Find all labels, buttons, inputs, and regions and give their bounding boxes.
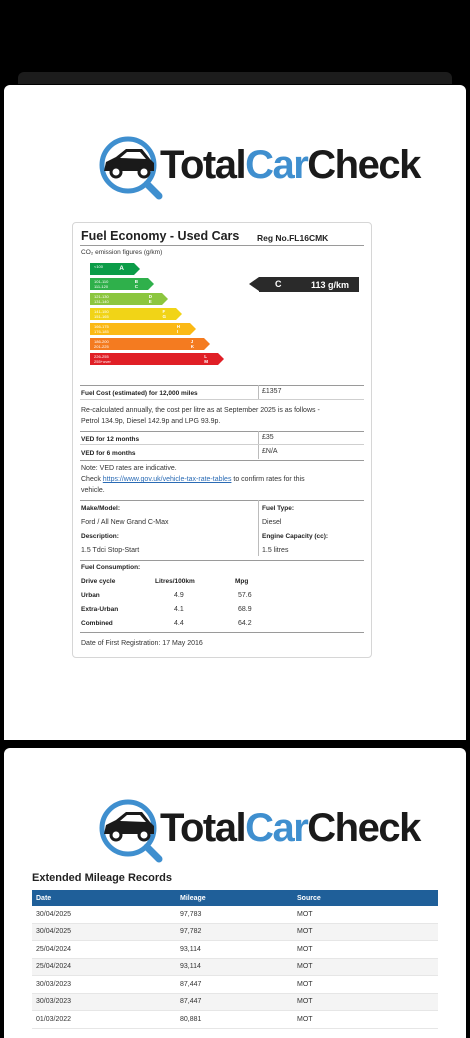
recalc-text-2: Petrol 134.9p, Diesel 142.9p and LPG 93.9p. — [81, 418, 221, 425]
band-letter: F G — [162, 309, 166, 319]
table-row — [32, 906, 438, 923]
cons-cycle: Combined — [81, 620, 113, 627]
band-letter: A — [119, 265, 124, 272]
band-range: 141-150 151-165 — [94, 309, 109, 319]
co2-band — [90, 323, 190, 335]
band-range: 166-175 176-185 — [94, 324, 109, 334]
cons-header-mpg: Mpg — [235, 578, 249, 585]
cell-source: MOT — [293, 993, 438, 1011]
fuel-type-value: Diesel — [262, 519, 282, 526]
cell-date: 01/03/2022 — [32, 1011, 176, 1029]
column-divider — [258, 431, 259, 459]
co2-band — [90, 338, 204, 350]
co2-band — [90, 353, 218, 365]
engine-label: Engine Capacity (cc): — [262, 533, 329, 540]
fuel-type-label: Fuel Type: — [262, 505, 295, 512]
cons-mpg: 64.2 — [238, 620, 252, 627]
rating-value: 113 g/km — [310, 279, 349, 290]
mileage-section-title: Extended Mileage Records — [32, 872, 172, 884]
gov-tax-link[interactable]: https://www.gov.uk/vehicle-tax-rate-tables — [102, 476, 232, 483]
cell-source: MOT — [293, 1011, 438, 1029]
recalc-text-1: Re-calculated annually, the cost per litre as at September 2025 is as follows - — [81, 407, 320, 414]
reg-number: Reg No.FL16CMK — [257, 233, 329, 243]
rating-letter: C — [275, 279, 282, 289]
co2-band — [90, 278, 148, 290]
table-row — [32, 1011, 438, 1029]
cons-cycle: Extra-Urban — [81, 606, 119, 613]
band-range: <100 — [94, 264, 104, 269]
fuel-economy-card — [72, 222, 372, 658]
ved-note-3: vehicle. — [81, 487, 105, 494]
cons-l100: 4.4 — [174, 620, 184, 627]
cell-date: 30/03/2023 — [32, 976, 176, 994]
co2-band — [90, 308, 176, 320]
cons-mpg: 57.6 — [238, 592, 252, 599]
band-range: 226-255 255+over — [94, 354, 111, 364]
cell-date: 30/03/2023 — [32, 993, 176, 1011]
table-row — [32, 941, 438, 959]
divider — [80, 560, 364, 561]
co2-band — [90, 263, 134, 275]
divider — [80, 399, 364, 400]
ved-6-label: VED for 6 months — [81, 450, 136, 457]
cell-date: 25/04/2024 — [32, 941, 176, 959]
cell-mileage: 80,881 — [176, 1011, 293, 1029]
fuel-economy-page — [4, 85, 466, 740]
co2-band — [90, 293, 162, 305]
make-value: Ford / All New Grand C-Max — [81, 519, 169, 526]
cell-date: 30/04/2025 — [32, 923, 176, 941]
band-letter: H I — [176, 324, 180, 334]
table-header-row — [32, 890, 438, 906]
table-row — [32, 923, 438, 941]
cell-mileage: 87,447 — [176, 976, 293, 994]
fuel-cost-value: £1357 — [262, 388, 282, 395]
window-top-bar — [18, 72, 452, 84]
divider — [80, 431, 364, 432]
cons-mpg: 68.9 — [238, 606, 252, 613]
ved-12-label: VED for 12 months — [81, 436, 140, 443]
col-source: Source — [293, 890, 438, 906]
col-date: Date — [32, 890, 176, 906]
divider — [80, 385, 364, 386]
band-letter: J K — [190, 339, 194, 349]
column-divider — [258, 385, 259, 399]
cons-header-cycle: Drive cycle — [81, 578, 116, 585]
car-magnifier-icon — [96, 135, 166, 201]
band-range: 121-130 131-140 — [94, 294, 109, 304]
band-range: 186-200 201-225 — [94, 339, 109, 349]
cell-mileage: 97,782 — [176, 923, 293, 941]
ved-6-value: £N/A — [262, 448, 278, 455]
co2-rating-arrow — [259, 277, 359, 292]
cons-l100: 4.1 — [174, 606, 184, 613]
col-mileage: Mileage — [176, 890, 293, 906]
table-row — [32, 976, 438, 994]
cell-mileage: 87,447 — [176, 993, 293, 1011]
divider — [80, 500, 364, 501]
brand-wordmark: TotalCarCheck — [160, 143, 420, 187]
first-registration: Date of First Registration: 17 May 2016 — [81, 640, 203, 647]
divider — [80, 245, 364, 246]
description-value: 1.5 Tdci Stop-Start — [81, 547, 140, 554]
band-range: 101-110 111-120 — [94, 279, 109, 289]
description-label: Description: — [81, 533, 119, 540]
engine-value: 1.5 litres — [262, 547, 289, 554]
cons-l100: 4.9 — [174, 592, 184, 599]
ved-12-value: £35 — [262, 434, 274, 441]
ved-note-1: Note: VED rates are indicative. — [81, 465, 177, 472]
cell-date: 30/04/2025 — [32, 906, 176, 923]
consumption-label: Fuel Consumption: — [81, 564, 141, 571]
mileage-table — [32, 890, 438, 1029]
cell-mileage: 93,114 — [176, 958, 293, 976]
band-letter: B C — [134, 279, 138, 289]
cons-cycle: Urban — [81, 592, 100, 599]
ved-note-2: Check https://www.gov.uk/vehicle-tax-rate-tables to confirm rates for this — [81, 476, 305, 483]
divider — [80, 460, 364, 461]
cons-header-l100: Litres/100km — [155, 578, 195, 585]
cell-source: MOT — [293, 958, 438, 976]
divider — [80, 444, 364, 445]
brand-logo — [96, 798, 420, 868]
cell-mileage: 93,114 — [176, 941, 293, 959]
cell-source: MOT — [293, 976, 438, 994]
table-row — [32, 958, 438, 976]
band-letter: D E — [148, 294, 152, 304]
band-letter: L M — [204, 354, 208, 364]
fuel-cost-label: Fuel Cost (estimated) for 12,000 miles — [81, 390, 198, 397]
cell-source: MOT — [293, 906, 438, 923]
make-label: Make/Model: — [81, 505, 121, 512]
cell-source: MOT — [293, 923, 438, 941]
cell-date: 25/04/2024 — [32, 958, 176, 976]
brand-wordmark: TotalCarCheck — [160, 806, 420, 850]
mileage-rows — [32, 906, 438, 1028]
divider — [80, 632, 364, 633]
cell-mileage: 97,783 — [176, 906, 293, 923]
car-magnifier-icon — [96, 798, 166, 864]
mileage-page — [4, 748, 466, 1038]
cell-source: MOT — [293, 941, 438, 959]
co2-label: CO₂ emission figures (g/km) — [81, 249, 163, 256]
brand-logo — [96, 135, 420, 205]
column-divider — [258, 500, 259, 556]
card-title: Fuel Economy - Used Cars — [81, 229, 240, 243]
table-row — [32, 993, 438, 1011]
